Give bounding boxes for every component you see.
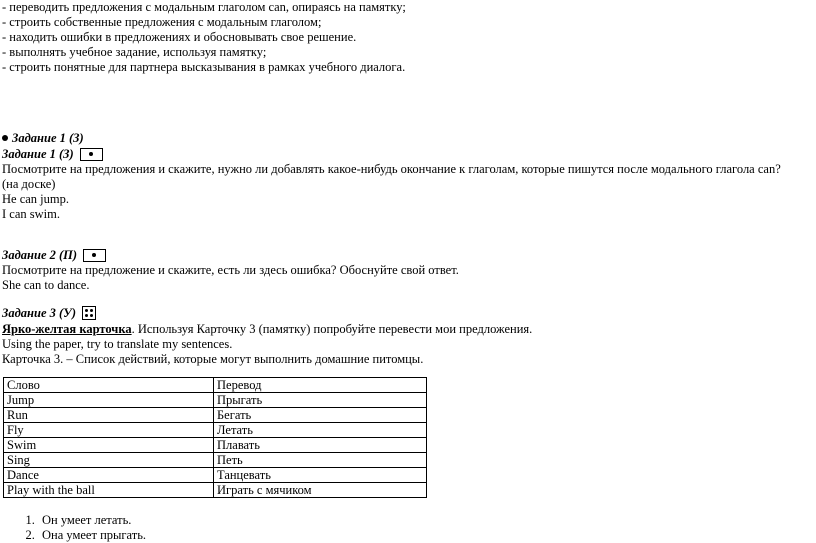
task3-heading: Задание 3 (У) xyxy=(2,306,96,321)
table-cell: Играть с мячиком xyxy=(214,483,427,498)
card-title: Карточка 3. – Список действий, которые могут выполнить домашние питомцы. xyxy=(2,352,424,366)
table-cell: Бегать xyxy=(214,408,427,423)
table-cell: Слово xyxy=(4,378,214,393)
task3-english: Using the paper, try to translate my sentences. xyxy=(2,337,233,351)
task1-note: (на доске) xyxy=(2,177,56,191)
vocabulary-table xyxy=(3,377,427,498)
bullet-heading: Задание 1 (З) xyxy=(2,131,84,146)
goal-item: - находить ошибки в предложениях и обосновывать свое решение. xyxy=(2,30,357,44)
table-cell: Плавать xyxy=(214,438,427,453)
table-cell: Танцевать xyxy=(214,468,427,483)
table-row xyxy=(4,483,427,498)
table-header-row xyxy=(4,378,427,393)
table-cell: Play with the ball xyxy=(4,483,214,498)
one-dot-icon xyxy=(83,249,106,262)
goal-item: - строить собственные предложения с модальным глаголом; xyxy=(2,15,322,29)
table-row xyxy=(4,423,427,438)
task2-text: Посмотрите на предложение и скажите, есть ли здесь ошибка? Обоснуйте свой ответ. xyxy=(2,263,459,277)
table-cell: Dance xyxy=(4,468,214,483)
table-row xyxy=(4,393,427,408)
table-cell: Прыгать xyxy=(214,393,427,408)
four-dots-icon xyxy=(82,306,96,320)
list-item: 2. Она умеет прыгать. xyxy=(38,528,146,543)
task3-instruction: Ярко-желтая карточка. Используя Карточку 3 (памятку) попробуйте перевести мои предложения. xyxy=(2,322,533,336)
table-cell: Летать xyxy=(214,423,427,438)
goal-item: - строить понятные для партнера высказывания в рамках учебного диалога. xyxy=(2,60,406,74)
card-link: Ярко-желтая карточка xyxy=(2,322,132,336)
one-dot-icon xyxy=(80,148,103,161)
task2-example: She can to dance. xyxy=(2,278,90,292)
table-cell: Jump xyxy=(4,393,214,408)
table-cell: Run xyxy=(4,408,214,423)
goal-item: - выполнять учебное задание, используя памятку; xyxy=(2,45,267,59)
table-row xyxy=(4,453,427,468)
table-cell: Перевод xyxy=(214,378,427,393)
table-row xyxy=(4,408,427,423)
table-cell: Swim xyxy=(4,438,214,453)
table-cell: Fly xyxy=(4,423,214,438)
task1-example: He can jump. xyxy=(2,192,69,206)
list-item: 1. Он умеет летать. xyxy=(38,513,146,528)
sentence-list xyxy=(0,513,146,543)
task1-example: I can swim. xyxy=(2,207,60,221)
goal-item: - переводить предложения с модальным глаголом can, опираясь на памятку; xyxy=(2,0,406,14)
task1-text: Посмотрите на предложения и скажите, нужно ли добавлять какое-нибудь окончание к глаголам, которые пишутся после модального глагола can? xyxy=(2,162,781,176)
table-cell: Петь xyxy=(214,453,427,468)
bullet-icon xyxy=(2,135,8,141)
table-row xyxy=(4,468,427,483)
table-cell: Sing xyxy=(4,453,214,468)
task1-heading: Задание 1 (З) xyxy=(2,147,103,162)
task2-heading: Задание 2 (П) xyxy=(2,248,106,263)
table-row xyxy=(4,438,427,453)
